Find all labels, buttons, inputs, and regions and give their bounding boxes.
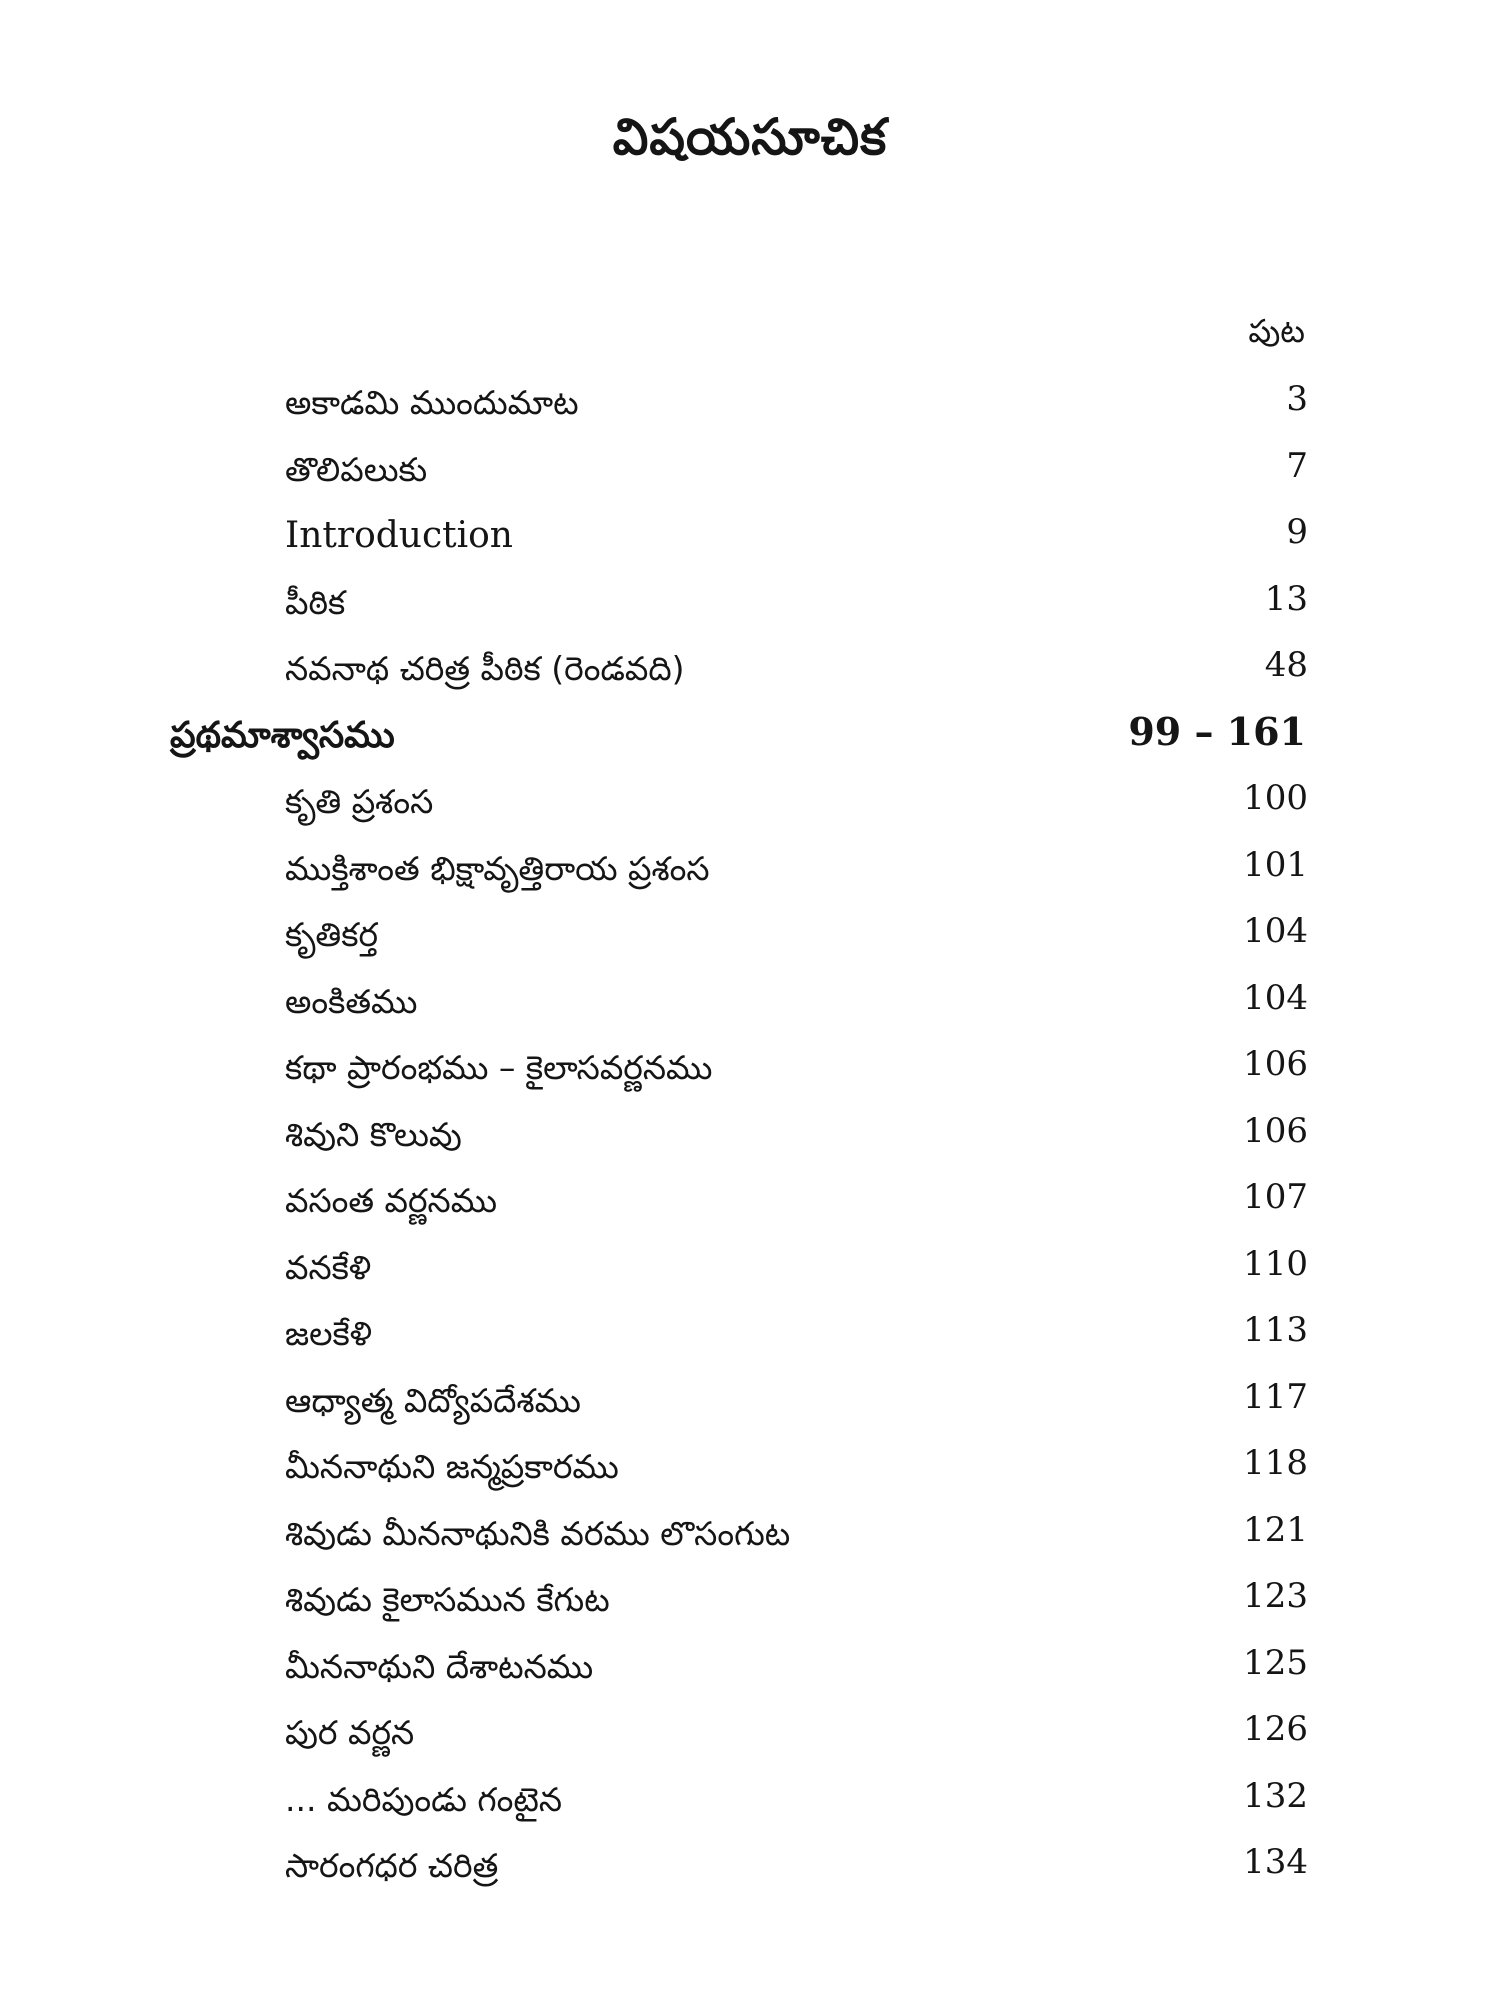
- toc-entry: [0, 1442, 1500, 1509]
- toc-entry: [0, 1309, 1500, 1376]
- toc-entry-title: కృతికర్త: [285, 915, 379, 954]
- toc-entry: [0, 445, 1500, 512]
- toc-entry: [0, 1376, 1500, 1443]
- toc-entry: [0, 1575, 1500, 1642]
- toc-entry: [0, 777, 1500, 844]
- toc-entry-page: 125: [1243, 1642, 1308, 1683]
- toc-entry: [0, 1509, 1500, 1576]
- toc-section-heading: [0, 708, 1500, 778]
- toc-entry-title: పుర వర్ణన: [285, 1713, 415, 1752]
- toc-entry-title: మీననాథుని జన్మప్రకారము: [285, 1447, 619, 1486]
- toc-entry-title: శివుని కొలువు: [285, 1114, 462, 1154]
- toc-entry-page: 9: [1286, 512, 1308, 552]
- toc-entry-title: సారంగధర చరిత్ర: [285, 1846, 499, 1885]
- page-column-header: పుట: [1248, 312, 1305, 350]
- toc-entry: [0, 844, 1500, 911]
- page-title: విషయసూచిక: [612, 108, 888, 166]
- toc-entry-page: 117: [1243, 1376, 1308, 1417]
- toc-entry-title: వనకేళి: [285, 1247, 372, 1287]
- toc-entry: [0, 910, 1500, 977]
- table-of-contents: [0, 378, 1500, 1908]
- toc-entry-title: నవనాథ చరిత్ర పీఠిక (రెండవది): [285, 649, 685, 688]
- toc-entry-page: 118: [1243, 1443, 1308, 1483]
- toc-entry-page: 106: [1243, 1044, 1308, 1084]
- toc-entry-page: 101: [1243, 844, 1308, 885]
- toc-entry: [0, 378, 1500, 445]
- toc-entry-title: Introduction: [285, 515, 513, 556]
- toc-entry-title: కథా ప్రారంభము – కైలాసవర్ణనము: [285, 1048, 713, 1087]
- toc-entry-page: 7: [1286, 445, 1308, 486]
- toc-section-title: ప్రథమాశ్వాసము: [170, 714, 395, 756]
- toc-entry-page: 113: [1243, 1310, 1308, 1350]
- toc-entry-page: 132: [1243, 1775, 1308, 1816]
- toc-entry-page: 106: [1243, 1110, 1308, 1151]
- toc-entry-title: శివుడు మీననాథునికి వరము లొసంగుట: [285, 1513, 791, 1553]
- toc-entry-page: 110: [1243, 1243, 1308, 1284]
- toc-entry: [0, 1841, 1500, 1908]
- toc-entry: [0, 1775, 1500, 1842]
- toc-entry: [0, 1176, 1500, 1243]
- toc-entry: [0, 1708, 1500, 1775]
- toc-entry-page: 107: [1243, 1177, 1308, 1217]
- toc-entry-title: వసంత వర్ణనము: [285, 1181, 498, 1220]
- toc-entry-page: 123: [1243, 1576, 1308, 1616]
- toc-entry: [0, 511, 1500, 578]
- toc-entry-page: 100: [1243, 778, 1308, 818]
- toc-entry-title: జలకేళి: [285, 1314, 373, 1353]
- toc-entry-title: ... మరిపుండు గంటైన: [285, 1779, 563, 1819]
- toc-entry: [0, 1043, 1500, 1110]
- toc-entry-page: 13: [1264, 578, 1308, 619]
- toc-entry-page: 104: [1243, 911, 1308, 951]
- toc-entry-title: తొలిపలుకు: [285, 449, 428, 489]
- toc-entry: [0, 1243, 1500, 1310]
- toc-entry-title: ఆధ్యాత్మ విద్యోపదేశము: [285, 1380, 581, 1420]
- toc-entry-title: అంకితము: [285, 981, 418, 1021]
- toc-entry-page: 126: [1243, 1709, 1308, 1749]
- toc-entry: [0, 578, 1500, 645]
- toc-entry: [0, 977, 1500, 1044]
- toc-entry-page: 121: [1243, 1509, 1308, 1550]
- toc-entry: [0, 1110, 1500, 1177]
- toc-entry: [0, 644, 1500, 711]
- toc-section-page-range: 99 – 161: [1128, 708, 1306, 754]
- toc-entry-title: మీననాథుని దేశాటనము: [285, 1646, 594, 1686]
- toc-entry-page: 3: [1286, 379, 1308, 419]
- toc-entry-title: పీఠిక: [285, 582, 346, 622]
- toc-entry-page: 48: [1264, 645, 1308, 685]
- toc-entry: [0, 1642, 1500, 1709]
- toc-entry-title: ముక్తిశాంత భిక్షావృత్తిరాయ ప్రశంస: [285, 848, 710, 888]
- toc-entry-title: అకాడమి ముందుమాట: [285, 383, 579, 422]
- toc-entry-title: కృతి ప్రశంస: [285, 782, 434, 821]
- toc-entry-page: 104: [1243, 977, 1308, 1018]
- toc-entry-title: శివుడు కైలాసమున కేగుట: [285, 1580, 610, 1619]
- toc-entry-page: 134: [1243, 1842, 1308, 1882]
